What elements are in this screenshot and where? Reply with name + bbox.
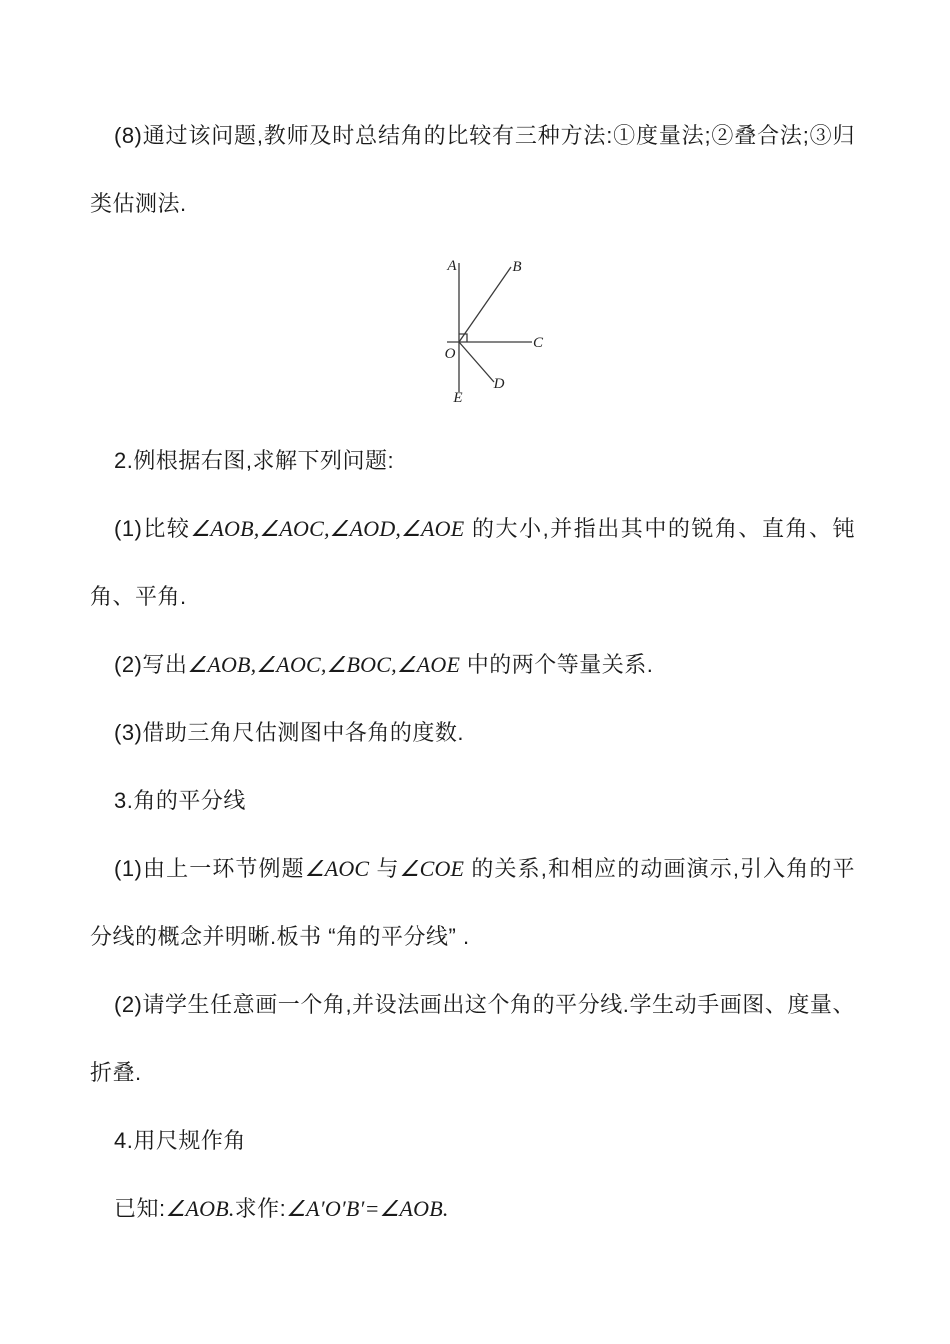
text-run: 的关系,和相应的动画演示,引入角的平分线的概念并明晰.板书 “角的平分线” .: [90, 856, 856, 949]
label-A: A: [447, 258, 457, 274]
paragraph: [90, 495, 855, 631]
text-run: 求作:: [234, 1196, 287, 1221]
paragraph: [90, 631, 855, 699]
math-expression: ∠AOB,∠AOC,∠AOD,∠AOE: [190, 516, 465, 541]
paragraph: [90, 971, 855, 1107]
paragraph: [90, 767, 855, 835]
text-run: 中的两个等量关系.: [460, 652, 654, 677]
label-D: D: [493, 376, 505, 392]
ray-OB: [459, 267, 511, 342]
text-run: 2.例根据右图,求解下列问题:: [114, 448, 395, 473]
math-expression: ∠COE: [399, 856, 465, 881]
paragraph: [90, 102, 855, 238]
text-run: 4.用尺规作角: [114, 1128, 246, 1153]
text-run: (1)由上一环节例题: [114, 856, 305, 881]
label-C: C: [532, 335, 544, 351]
paragraphs-before-figure: [0, 102, 950, 238]
text-run: 已知:: [114, 1196, 166, 1221]
paragraph: [90, 699, 855, 767]
text-run: (8)通过该问题,教师及时总结角的比较有三种方法:①度量法;②叠合法;③归类估测法.: [90, 123, 855, 216]
paragraph: [90, 1107, 855, 1175]
text-run: 3.角的平分线: [114, 788, 246, 813]
label-O: O: [444, 346, 456, 362]
label-E: E: [453, 390, 463, 406]
geometry-figure: [425, 250, 560, 410]
math-expression: ∠AOB.: [165, 1196, 235, 1221]
text-run: (3)借助三角尺估测图中各角的度数.: [114, 720, 465, 745]
text-run: 的大小,并指出其中的锐角、直角、钝角、平角.: [90, 516, 856, 609]
math-expression: ∠AOC: [304, 856, 370, 881]
paragraphs-after-figure: [0, 427, 950, 1243]
math-expression: ∠A′O′B′=∠AOB.: [286, 1196, 449, 1221]
paragraph: [90, 1175, 855, 1243]
angle-diagram: [425, 250, 560, 410]
paragraph: [90, 835, 855, 971]
label-B: B: [512, 259, 522, 275]
text-run: (1)比较: [114, 516, 191, 541]
text-run: (2)写出: [114, 652, 188, 677]
text-run: (2)请学生任意画一个角,并设法画出这个角的平分线.学生动手画图、度量、折叠.: [90, 992, 855, 1085]
paragraph: [90, 427, 855, 495]
ray-OD: [459, 342, 494, 382]
math-expression: ∠AOB,∠AOC,∠BOC,∠AOE: [187, 652, 461, 677]
text-run: 与: [369, 856, 400, 881]
